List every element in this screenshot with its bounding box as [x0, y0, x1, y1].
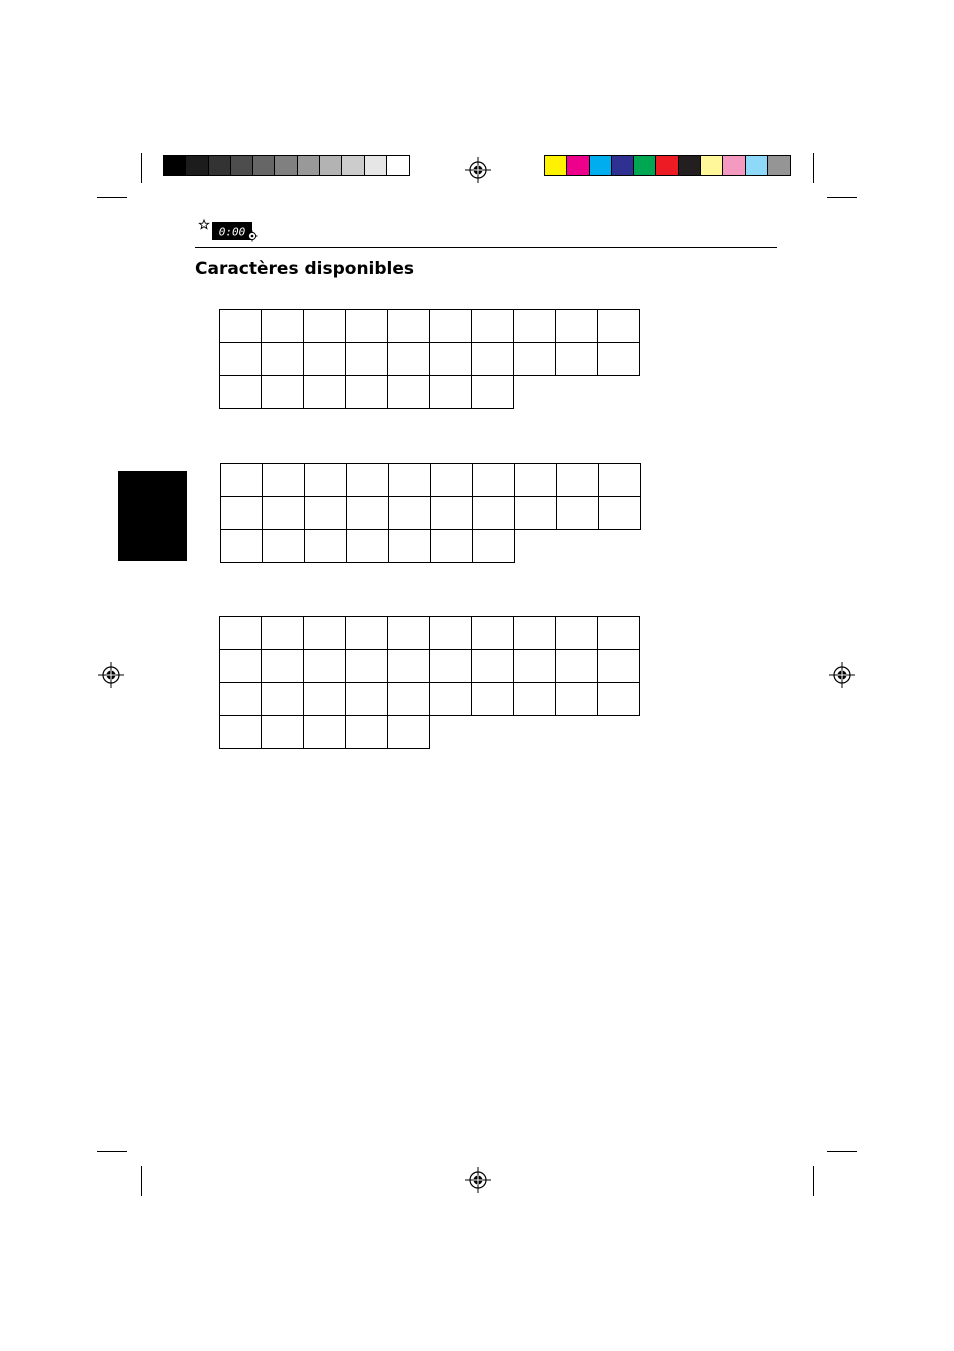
character-cell — [431, 497, 473, 530]
calibration-swatch — [253, 156, 275, 175]
character-cell — [598, 617, 640, 650]
calibration-swatch — [275, 156, 297, 175]
character-cell — [556, 650, 598, 683]
character-cell — [304, 343, 346, 376]
character-table-1 — [219, 309, 640, 409]
calibration-swatch — [164, 156, 186, 175]
character-cell — [388, 716, 430, 749]
empty-cell — [598, 716, 640, 749]
calibration-swatch — [612, 156, 634, 175]
character-table-2 — [220, 463, 641, 563]
character-cell — [515, 464, 557, 497]
character-cell — [388, 650, 430, 683]
calibration-swatch — [634, 156, 656, 175]
calibration-swatch — [768, 156, 790, 175]
color-calibration-bar — [544, 155, 791, 176]
character-cell — [388, 683, 430, 716]
character-cell — [221, 497, 263, 530]
character-cell — [472, 617, 514, 650]
character-cell — [388, 343, 430, 376]
registration-mark-right-icon — [829, 662, 855, 688]
character-cell — [220, 343, 262, 376]
empty-cell — [430, 716, 472, 749]
character-cell — [305, 497, 347, 530]
table-row — [220, 376, 640, 409]
character-cell — [262, 310, 304, 343]
character-cell — [304, 683, 346, 716]
grayscale-calibration-bar — [163, 155, 410, 176]
clock-settings-icon — [198, 219, 260, 243]
calibration-swatch — [342, 156, 364, 175]
character-cell — [472, 650, 514, 683]
character-cell — [346, 683, 388, 716]
clock-display-text: 0:00 — [218, 225, 246, 239]
character-cell — [346, 310, 388, 343]
character-cell — [346, 376, 388, 409]
character-cell — [430, 310, 472, 343]
table-row — [221, 497, 641, 530]
character-cell — [557, 464, 599, 497]
calibration-swatch — [567, 156, 589, 175]
character-cell — [220, 716, 262, 749]
character-cell — [473, 497, 515, 530]
character-cell — [304, 650, 346, 683]
character-cell — [263, 464, 305, 497]
registration-mark-left-icon — [98, 662, 124, 688]
calibration-swatch — [298, 156, 320, 175]
table-row — [220, 617, 640, 650]
character-cell — [472, 343, 514, 376]
character-cell — [599, 464, 641, 497]
character-cell — [556, 310, 598, 343]
character-cell — [389, 497, 431, 530]
character-cell — [598, 683, 640, 716]
calibration-swatch — [656, 156, 678, 175]
character-cell — [220, 310, 262, 343]
character-cell — [472, 376, 514, 409]
character-cell — [388, 617, 430, 650]
character-cell — [598, 310, 640, 343]
character-cell — [431, 530, 473, 563]
calibration-swatch — [320, 156, 342, 175]
empty-cell — [557, 530, 599, 563]
character-cell — [305, 464, 347, 497]
character-cell — [221, 464, 263, 497]
character-cell — [430, 376, 472, 409]
character-cell — [473, 464, 515, 497]
character-cell — [220, 376, 262, 409]
character-cell — [347, 530, 389, 563]
character-cell — [346, 617, 388, 650]
character-cell — [556, 617, 598, 650]
character-cell — [305, 530, 347, 563]
character-cell — [514, 310, 556, 343]
character-cell — [472, 310, 514, 343]
character-cell — [389, 464, 431, 497]
character-cell — [262, 343, 304, 376]
registration-mark-bottom-icon — [465, 1167, 491, 1193]
character-cell — [430, 650, 472, 683]
character-cell — [347, 497, 389, 530]
character-cell — [599, 497, 641, 530]
calibration-swatch — [186, 156, 208, 175]
character-cell — [346, 650, 388, 683]
character-cell — [262, 716, 304, 749]
calibration-swatch — [231, 156, 253, 175]
character-cell — [263, 530, 305, 563]
character-cell — [263, 497, 305, 530]
registration-mark-top-icon — [465, 157, 491, 183]
character-cell — [262, 650, 304, 683]
header-rule — [195, 247, 777, 248]
character-cell — [262, 376, 304, 409]
character-cell — [556, 683, 598, 716]
character-cell — [430, 343, 472, 376]
character-cell — [514, 650, 556, 683]
character-cell — [220, 683, 262, 716]
table-row — [221, 530, 641, 563]
table-row — [220, 343, 640, 376]
character-cell — [221, 530, 263, 563]
calibration-swatch — [701, 156, 723, 175]
table-row — [220, 716, 640, 749]
character-cell — [430, 683, 472, 716]
character-cell — [347, 464, 389, 497]
calibration-swatch — [209, 156, 231, 175]
table-row — [220, 683, 640, 716]
calibration-swatch — [746, 156, 768, 175]
character-cell — [557, 497, 599, 530]
table-row — [220, 310, 640, 343]
character-cell — [220, 617, 262, 650]
empty-cell — [514, 716, 556, 749]
empty-cell — [598, 376, 640, 409]
calibration-swatch — [679, 156, 701, 175]
character-cell — [598, 343, 640, 376]
table-row — [220, 650, 640, 683]
character-cell — [514, 683, 556, 716]
empty-cell — [556, 376, 598, 409]
character-cell — [515, 497, 557, 530]
character-cell — [556, 343, 598, 376]
calibration-swatch — [387, 156, 409, 175]
empty-cell — [556, 716, 598, 749]
character-cell — [514, 617, 556, 650]
character-cell — [304, 376, 346, 409]
calibration-swatch — [545, 156, 567, 175]
character-cell — [304, 617, 346, 650]
character-cell — [388, 376, 430, 409]
empty-cell — [599, 530, 641, 563]
character-cell — [304, 310, 346, 343]
table-row — [221, 464, 641, 497]
calibration-swatch — [590, 156, 612, 175]
empty-cell — [514, 376, 556, 409]
character-cell — [472, 683, 514, 716]
character-cell — [388, 310, 430, 343]
section-tab — [118, 471, 187, 561]
character-cell — [389, 530, 431, 563]
character-cell — [430, 617, 472, 650]
page-title: Caractères disponibles — [195, 259, 415, 279]
character-cell — [346, 716, 388, 749]
character-cell — [346, 343, 388, 376]
empty-cell — [515, 530, 557, 563]
calibration-swatch — [365, 156, 387, 175]
character-cell — [262, 683, 304, 716]
calibration-swatch — [723, 156, 745, 175]
character-cell — [220, 650, 262, 683]
character-table-3 — [219, 616, 640, 749]
character-cell — [431, 464, 473, 497]
character-cell — [304, 716, 346, 749]
empty-cell — [472, 716, 514, 749]
character-cell — [514, 343, 556, 376]
character-cell — [598, 650, 640, 683]
character-cell — [473, 530, 515, 563]
character-cell — [262, 617, 304, 650]
